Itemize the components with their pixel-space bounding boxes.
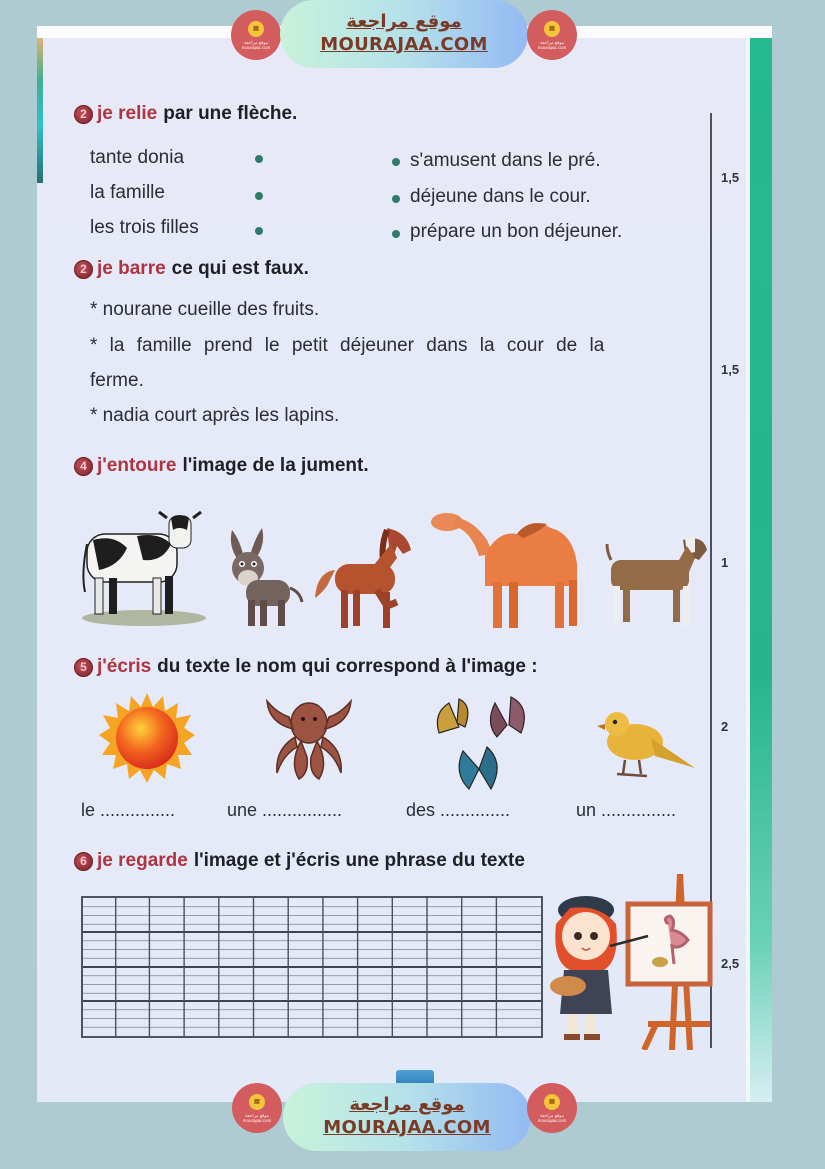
- fill-blank[interactable]: des ..............: [406, 800, 511, 820]
- match-dot-right[interactable]: [392, 230, 400, 238]
- page-side-strip: [750, 38, 772, 1102]
- badge-text: موقع مراجعة mourajaa.com: [537, 39, 567, 50]
- book-logo-icon: ▤: [544, 21, 560, 37]
- score-label: 1,5: [721, 362, 740, 377]
- cow-image[interactable]: [79, 504, 209, 628]
- banner-site-name[interactable]: MOURAJAA.COM: [323, 1117, 491, 1138]
- sentence-item[interactable]: * la famille prend le petit déjeuner dans la cour de la: [90, 335, 605, 356]
- exercise-number-badge: 4: [74, 457, 93, 476]
- site-banner-top[interactable]: [280, 0, 528, 68]
- match-left-item: les trois filles: [90, 217, 199, 238]
- badge-text: موقع مراجعة mourajaa.com: [537, 1112, 567, 1123]
- exercise-instruction: l'image et j'écris une phrase du texte: [193, 850, 525, 871]
- exercise-verb: j'entoure: [97, 455, 177, 476]
- exercise-instruction: l'image de la jument.: [182, 455, 369, 476]
- camel-image[interactable]: [427, 510, 597, 632]
- logo-badge-left[interactable]: [231, 10, 281, 60]
- book-logo-icon: ▤: [544, 1094, 560, 1110]
- logo-badge-left[interactable]: [232, 1083, 282, 1133]
- bird-image: [595, 708, 699, 782]
- match-left-item: la famille: [90, 182, 165, 203]
- goat-image[interactable]: [599, 532, 711, 630]
- fill-blank[interactable]: le ...............: [81, 800, 176, 820]
- exercise-verb: j'écris: [97, 656, 152, 677]
- match-right-item: prépare un bon déjeuner.: [410, 221, 623, 242]
- score-label: 1,5: [721, 170, 740, 185]
- banner-arabic-title: موقع مراجعة: [349, 1094, 465, 1115]
- writing-grid-lines: [83, 898, 541, 1036]
- exercise-title: [74, 258, 309, 280]
- exercise-title: [74, 656, 538, 678]
- score-label: 1: [721, 555, 729, 570]
- sentence-item-continued[interactable]: ferme.: [90, 370, 144, 391]
- exercise-verb: je regarde: [97, 850, 188, 871]
- book-cover-edge: [37, 38, 43, 183]
- score-label: 2: [721, 719, 729, 734]
- match-dot-left[interactable]: [255, 227, 263, 235]
- fill-blank[interactable]: une ................: [227, 800, 343, 820]
- match-left-item: tante donia: [90, 147, 185, 168]
- exercise-title: [74, 850, 525, 872]
- exercise-verb: je relie: [97, 103, 158, 124]
- exercise-number-badge: 5: [74, 658, 93, 677]
- badge-text: موقع مراجعة mourajaa.com: [242, 1112, 272, 1123]
- match-dot-left[interactable]: [255, 155, 263, 163]
- exercise-number-badge: 6: [74, 852, 93, 871]
- book-logo-icon: ▤: [248, 21, 264, 37]
- match-dot-right[interactable]: [392, 158, 400, 166]
- worksheet-page: [37, 38, 772, 1102]
- exercise-number-badge: 2: [74, 105, 93, 124]
- match-right-item: s'amusent dans le pré.: [410, 150, 601, 171]
- sentence-item[interactable]: * nadia court après les lapins.: [90, 405, 340, 426]
- exercise-instruction: du texte le nom qui correspond à l'image :: [157, 656, 538, 677]
- girl-painter-image: [540, 874, 720, 1050]
- exercise-verb: je barre: [97, 258, 166, 279]
- match-right-item: déjeune dans le cour.: [410, 186, 591, 207]
- site-banner-bottom[interactable]: [283, 1083, 531, 1151]
- exercise-title: [74, 455, 369, 477]
- sun-image: [99, 693, 195, 783]
- book-logo-icon: ▤: [249, 1094, 265, 1110]
- exercise-instruction: ce qui est faux.: [171, 258, 309, 279]
- match-dot-right[interactable]: [392, 195, 400, 203]
- writing-grid[interactable]: [81, 896, 543, 1038]
- butterflies-image: [429, 693, 539, 795]
- octopus-image: [259, 693, 359, 785]
- banner-arabic-title: موقع مراجعة: [346, 11, 462, 32]
- banner-site-name[interactable]: MOURAJAA.COM: [320, 34, 488, 55]
- logo-badge-right[interactable]: [527, 1083, 577, 1133]
- match-dot-left[interactable]: [255, 192, 263, 200]
- exercise-number-badge: 2: [74, 260, 93, 279]
- horse-image[interactable]: [311, 524, 421, 632]
- logo-badge-right[interactable]: [527, 10, 577, 60]
- fill-blank[interactable]: un ...............: [576, 800, 677, 820]
- donkey-image[interactable]: [218, 526, 308, 630]
- score-label: 2,5: [721, 956, 740, 971]
- sentence-item[interactable]: * nourane cueille des fruits.: [90, 299, 320, 320]
- exercise-instruction: par une flèche.: [163, 103, 298, 124]
- badge-text: موقع مراجعة mourajaa.com: [241, 39, 271, 50]
- exercise-title: [74, 103, 297, 125]
